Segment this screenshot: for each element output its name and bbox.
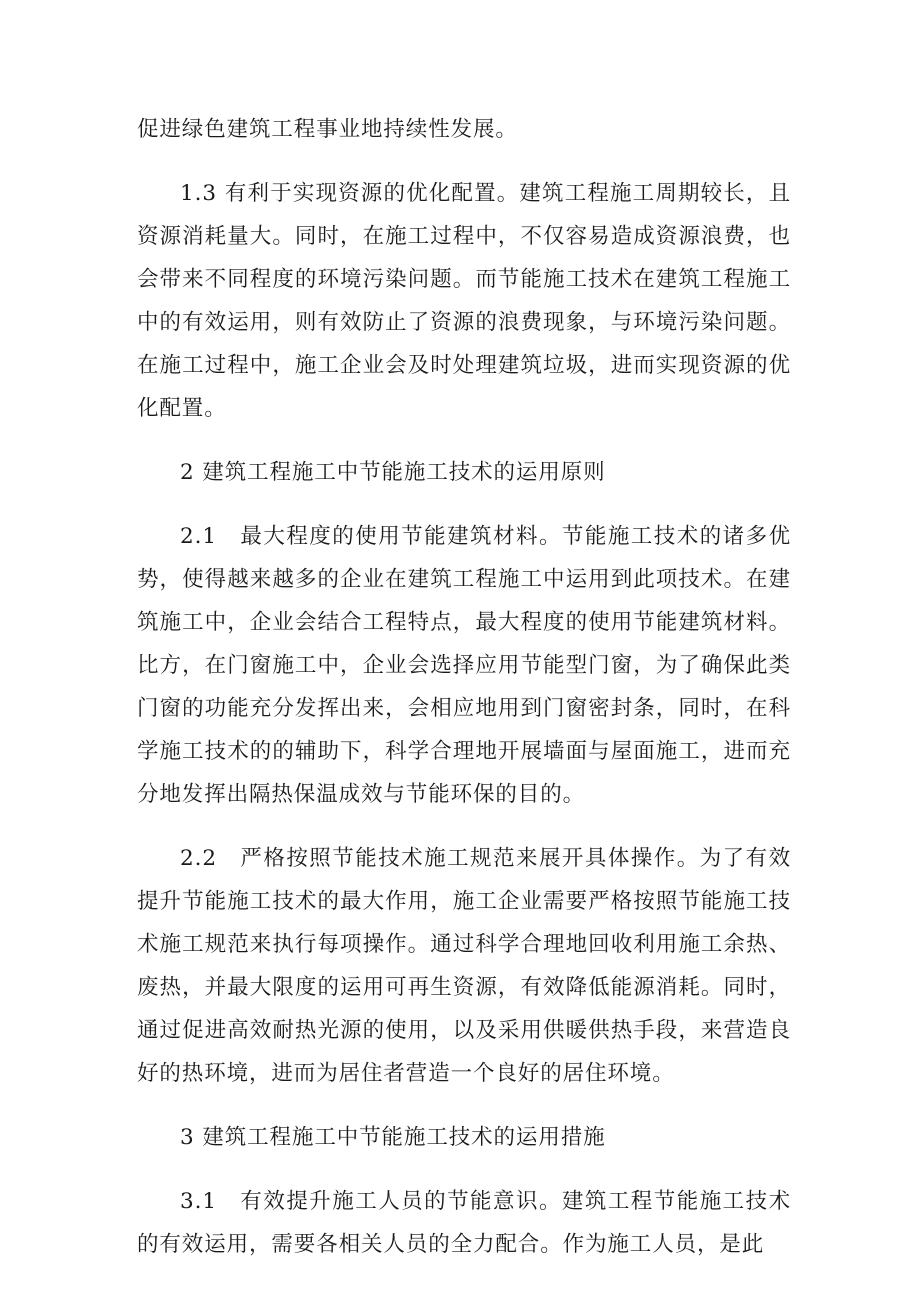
document-body [137, 108, 791, 1287]
paragraph-1-3: 1.3 有利于实现资源的优化配置。建筑工程施工周期较长，且资源消耗量大。同时，在施工过程中，不仅容易造成资源浪费，也会带来不同程度的环境污染问题。而节能施工技术在建筑工程施工中的有效运用，则有效防止了资源的浪费现象，与环境污染问题。在施工过程中，施工企业会及时处理建筑垃圾，进而实现资源的优化配置。 [137, 181, 791, 421]
paragraph-2-2: 2.2 严格按照节能技术施工规范来展开具体操作。为了有效提升节能施工技术的最大作用，施工企业需要严格按照节能施工技术施工规范来执行每项操作。通过科学合理地回收利用施工余热、废热，并最大限度的运用可再生资源，有效降低能源消耗。同时，通过促进高效耐热光源的使用，以及采用供暖供热手段，来营造良好的热环境，进而为居住者营造一个良好的居住环境。 [137, 846, 791, 1086]
section-heading-2: 2 建筑工程施工中节能施工技术的运用原则 [180, 460, 606, 485]
paragraph-3-1: 3.1 有效提升施工人员的节能意识。建筑工程节能施工技术的有效运用，需要各相关人员的全力配合。作为施工人员，是此 [137, 1189, 791, 1257]
section-heading-3: 3 建筑工程施工中节能施工技术的运用措施 [180, 1125, 606, 1150]
paragraph-2-1: 2.1 最大程度的使用节能建筑材料。节能施工技术的诸多优势，使得越来越多的企业在建筑工程施工中运用到此项技术。在建筑施工中，企业会结合工程特点，最大程度的使用节能建筑材料。比方，在门窗施工中，企业会选择应用节能型门窗，为了确保此类门窗的功能充分发挥出来，会相应地用到门窗密封条，同时，在科学施工技术的的辅助下，科学合理地开展墙面与屋面施工，进而充分地发挥出隔热保温成效与节能环保的目的。 [137, 524, 791, 807]
paragraph-continuation: 促进绿色建筑工程事业地持续性发展。 [137, 117, 518, 142]
